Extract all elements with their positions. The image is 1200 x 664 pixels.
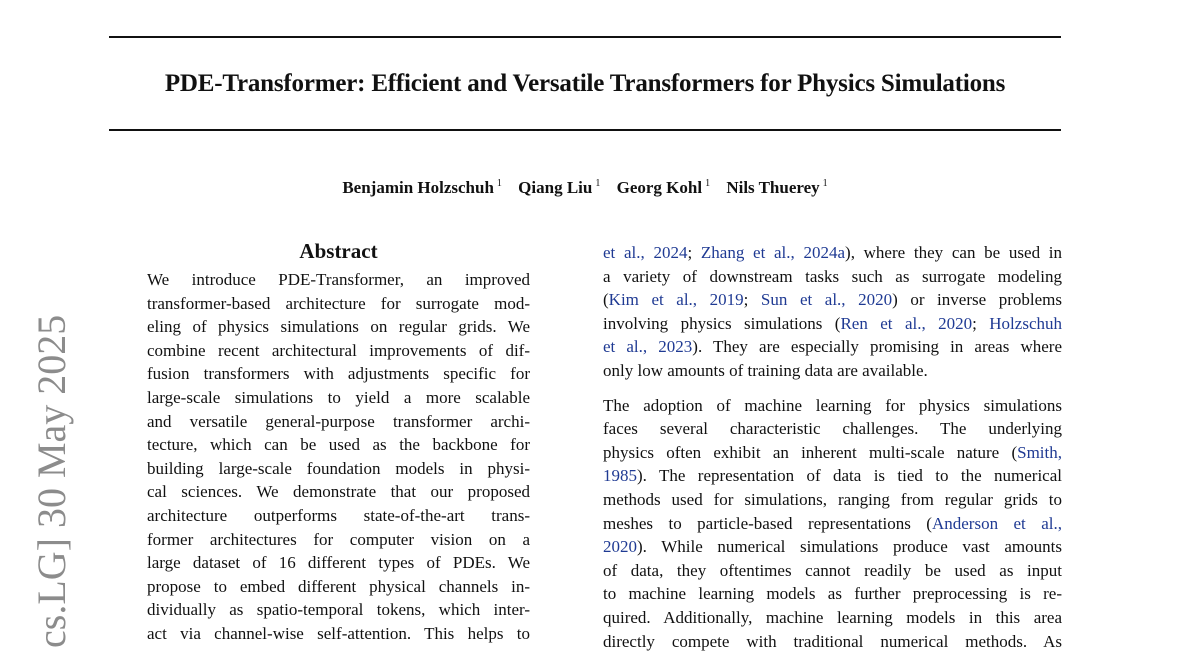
- abstract-line: act via channel-wise self-attention. This helps to: [147, 623, 530, 643]
- citation-link[interactable]: 1985: [603, 466, 637, 486]
- text-line: [603, 288, 1062, 312]
- text-run: ). While numerical simulations produce vast amounts: [637, 537, 1062, 557]
- citation-link[interactable]: Smith,: [1017, 442, 1062, 462]
- abstract-line: large-scale simulations to yield a more scalable: [147, 387, 530, 407]
- citation-separator: ;: [972, 313, 990, 333]
- text-line: [603, 441, 1062, 465]
- citation-link[interactable]: Sun et al., 2020: [760, 290, 893, 310]
- text-run: physics often exhibit an inherent multi-scale nature (: [603, 442, 1018, 462]
- text-line: [603, 335, 1062, 359]
- text-line: quired. Additionally, machine learning models in this area: [603, 607, 1062, 627]
- abstract-line: building large-scale foundation models in physi-: [147, 458, 530, 478]
- citation-link[interactable]: Anderson et al.,: [931, 513, 1062, 533]
- text-run: meshes to particle-based representations (: [603, 513, 932, 533]
- text-line: [603, 241, 1062, 265]
- text-line: only low amounts of training data are available.: [603, 360, 928, 380]
- author: [726, 178, 827, 197]
- text-run: (: [603, 290, 609, 310]
- abstract-line: transformer-based architecture for surrogate mod-: [147, 293, 530, 313]
- citation-link[interactable]: Holzschuh: [989, 313, 1062, 333]
- text-line: [603, 464, 1062, 488]
- text-line: The adoption of machine learning for physics simulations: [603, 395, 1062, 415]
- author: [518, 178, 600, 197]
- intro-paragraph-1: [603, 241, 1062, 383]
- abstract-line: combine recent architectural improvements of dif-: [147, 340, 530, 360]
- abstract-line: fusion transformers with adjustments specific for: [147, 364, 530, 384]
- abstract-text: [147, 268, 530, 646]
- author: [342, 178, 502, 197]
- arxiv-stamp: cs.LG] 30 May 2025: [29, 314, 74, 648]
- citation-link[interactable]: Zhang et al., 2024a: [700, 243, 846, 262]
- text-line: directly compete with traditional numerical methods. As: [603, 631, 1062, 651]
- text-line: of data, they oftentimes cannot readily be used as input: [603, 560, 1062, 580]
- abstract-line: architecture outperforms state-of-the-art trans-: [147, 505, 530, 525]
- intro-paragraph-2: [603, 394, 1062, 654]
- title-rule-bottom: [109, 129, 1061, 131]
- text-line: [603, 535, 1062, 559]
- abstract-line: large dataset of 16 different types of PDEs. We: [147, 553, 530, 573]
- text-run: involving physics simulations (: [603, 313, 841, 333]
- abstract-line: dividually as spatio-temporal tokens, which inter-: [147, 600, 530, 620]
- author-name: Georg Kohl: [616, 178, 703, 197]
- citation-separator: ;: [687, 243, 701, 262]
- citation-separator: ;: [743, 290, 761, 310]
- author-name: Benjamin Holzschuh: [342, 178, 494, 197]
- author-affiliation: 1: [595, 178, 601, 189]
- text-run: ) or inverse problems: [892, 290, 1062, 310]
- text-run: ). They are especially promising in areas where: [692, 337, 1062, 357]
- abstract-line: and versatile general-purpose transformer archi-: [147, 411, 530, 431]
- author: [617, 178, 710, 197]
- citation-link[interactable]: et al., 2023: [603, 337, 693, 357]
- author-affiliation: 1: [705, 178, 711, 189]
- abstract-line: propose to embed different physical channels in-: [147, 576, 530, 596]
- abstract-heading: Abstract: [299, 239, 378, 263]
- abstract-line: We introduce PDE-Transformer, an improved: [147, 270, 530, 289]
- author-affiliation: 1: [822, 178, 828, 189]
- author-name: Qiang Liu: [518, 178, 593, 197]
- text-line: [603, 512, 1062, 536]
- abstract-line: tecture, which can be used as the backbone for: [147, 435, 530, 455]
- abstract-section: [147, 238, 530, 646]
- abstract-line: eling of physics simulations on regular grids. We: [147, 317, 530, 337]
- paper-title: PDE-Transformer: Efficient and Versatile Transformers for Physics Simulations: [164, 70, 1006, 97]
- abstract-line: former architectures for computer vision on a: [147, 529, 530, 549]
- text-line: methods used for simulations, ranging from regular grids to: [603, 489, 1062, 509]
- author-name: Nils Thuerey: [726, 178, 820, 197]
- citation-link[interactable]: Ren et al., 2020: [840, 313, 973, 333]
- text-run: ). The representation of data is tied to the numerical: [637, 466, 1062, 486]
- text-line: faces several characteristic challenges. The underlying: [603, 419, 1062, 439]
- text-line: [603, 312, 1062, 336]
- citation-link[interactable]: 2020: [603, 537, 637, 557]
- text-line: a variety of downstream tasks such as surrogate modeling: [603, 266, 1062, 286]
- author-list: [0, 172, 1170, 200]
- title-rule-top: [109, 36, 1061, 38]
- author-affiliation: 1: [496, 178, 502, 189]
- text-line: to machine learning models as further preprocessing is re-: [603, 584, 1062, 604]
- citation-link[interactable]: et al., 2024: [603, 243, 688, 262]
- text-run: ), where they can be used in: [845, 243, 1062, 262]
- abstract-line: cal sciences. We demonstrate that our proposed: [147, 482, 530, 502]
- intro-column: [603, 241, 1062, 664]
- citation-link[interactable]: Kim et al., 2019: [608, 290, 744, 310]
